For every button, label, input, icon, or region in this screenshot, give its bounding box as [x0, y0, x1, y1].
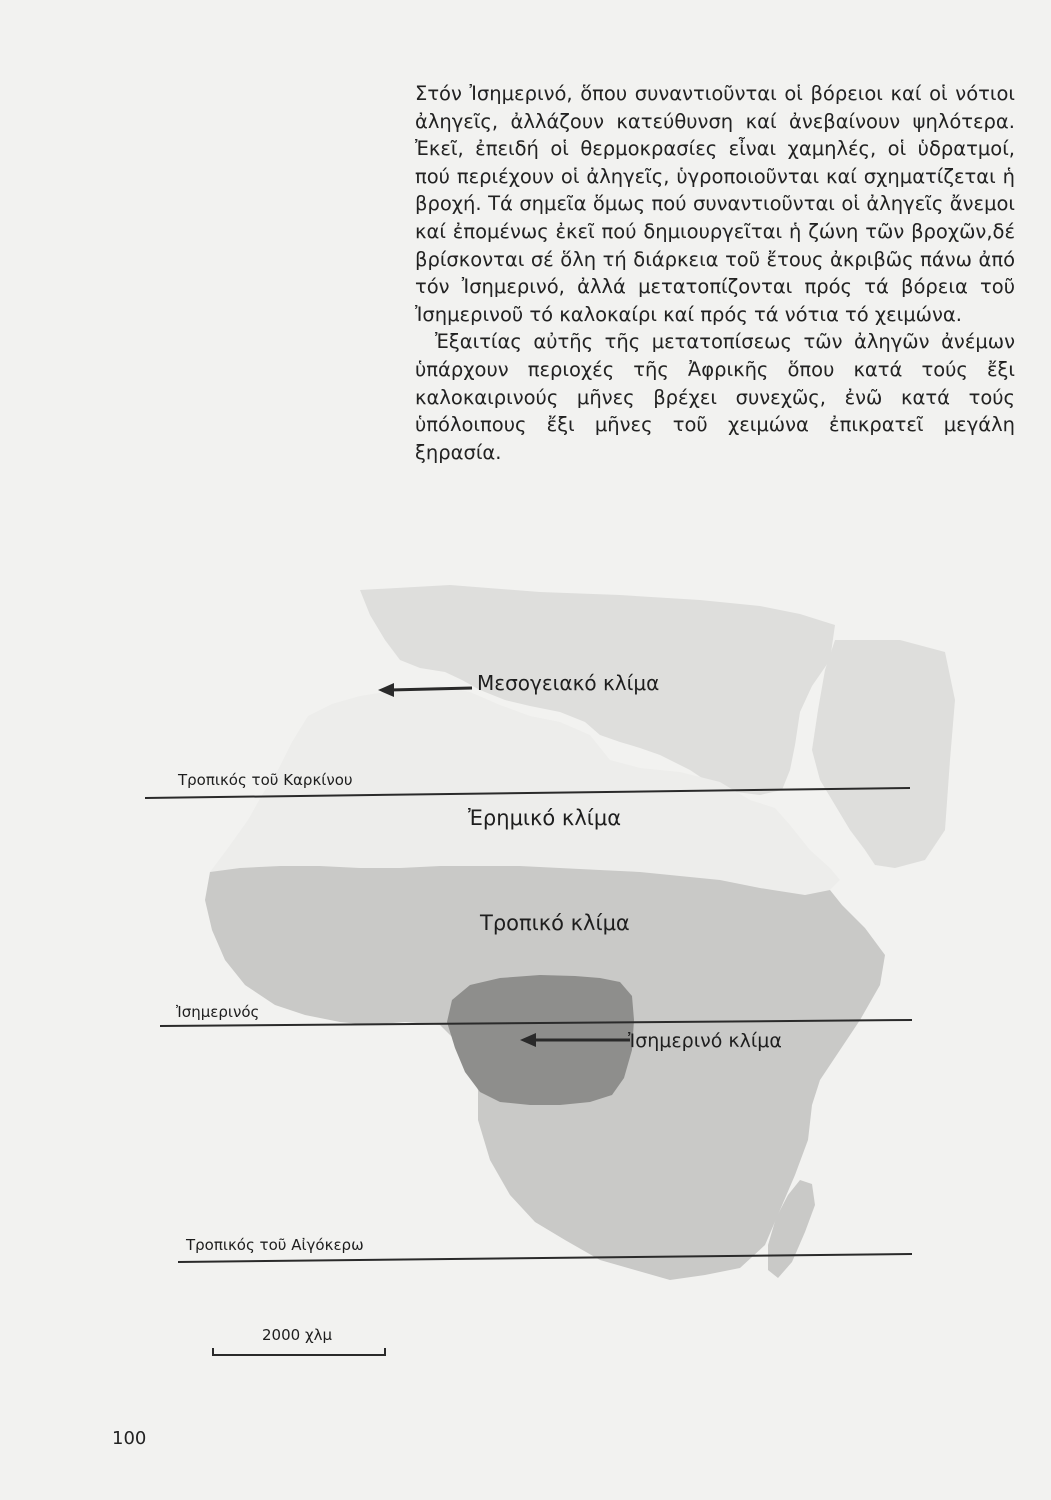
equator-label: Ἰσημερινός [176, 1003, 260, 1021]
paragraph-1: Στόν Ἰσημερινό, ὅπου συναντιοῦνται οἱ βόρειοι καί οἱ νότιοι ἀληγεῖς, ἀλλάζουν κατεύθυνση καί ἀνεβαίνουν ψηλότερα. Ἐκεῖ, ἐπειδή οἱ θερμοκρασίες εἶναι χαμηλές, οἱ ὑδρατμοί, πού περιέχουν οἱ ἀληγεῖς, ὑγροποιοῦνται καί σχηματίζεται ἡ βροχή. Τά σημεῖα ὅμως πού συναντιοῦνται οἱ ἀληγεῖς ἄνεμοι καί ἐπομένως ἐκεῖ πού δημιουργεῖται ἡ ζώνη τῶν βροχῶν,δέ βρίσκονται σέ ὅλη τή διάρκεια τοῦ ἔτους ἀκριβῶς πάνω ἀπό τόν Ἰσημερινό, ἀλλά μετατοπίζονται πρός τά βόρεια τοῦ Ἰσημερινοῦ τό καλοκαίρι καί πρός τά νότια τό χειμώνα. [415, 82, 1015, 326]
tropic-of-capricorn-line [178, 1254, 912, 1262]
page-number: 100 [112, 1428, 147, 1449]
scale-label: 2000 χλμ [262, 1326, 333, 1344]
arabia-landmass [812, 640, 955, 868]
tropic-of-capricorn-label: Τροπικός τοῦ Αἰγόκερω [186, 1236, 364, 1254]
tropical-climate-label: Τροπικό κλίμα [480, 911, 630, 935]
paragraph-2: Ἐξαιτίας αὐτῆς τῆς μετατοπίσεως τῶν ἀληγῶν ἀνέμων ὑπάρχουν περιοχές τῆς Ἀφρικῆς ὅπου κατά τούς ἔξι καλοκαιρινούς μῆνες βρέχει συνεχῶς, ἐνῶ κατά τούς ὑπόλοιπους ἔξι μῆνες τοῦ χειμώνα ἐπικρατεῖ μεγάλη ξηρασία. [415, 330, 1015, 464]
scale-bar [213, 1326, 385, 1355]
desert-climate-label: Ἐρημικό κλίμα [468, 806, 622, 830]
mediterranean-climate-label: Μεσογειακό κλίμα [477, 671, 660, 695]
equatorial-climate-label: Ἰσημερινό κλίμα [628, 1030, 782, 1052]
tropic-of-cancer-label: Τροπικός τοῦ Καρκίνου [178, 771, 353, 789]
